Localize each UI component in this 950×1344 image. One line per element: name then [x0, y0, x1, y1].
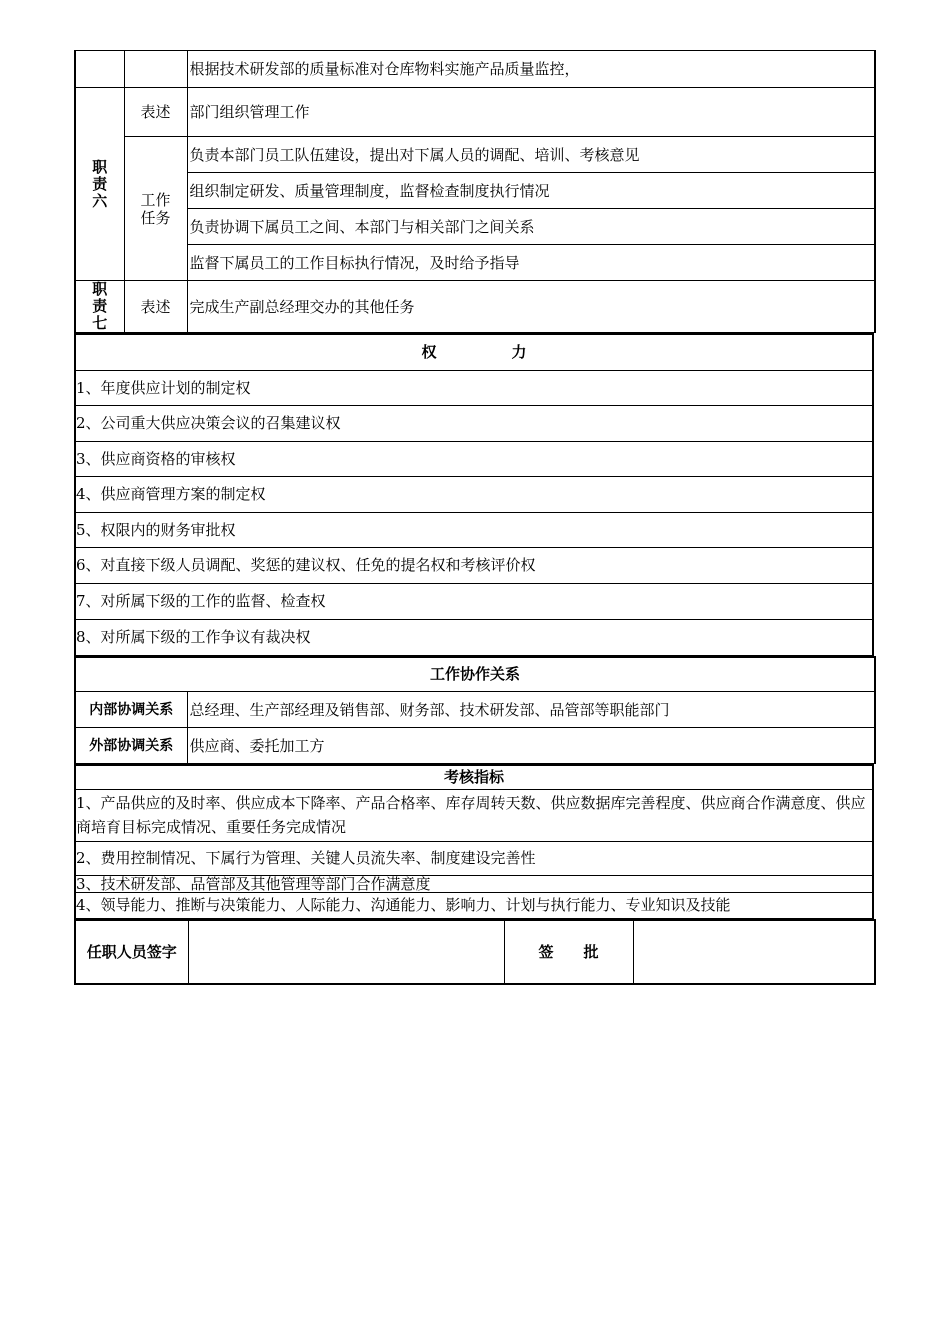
kpi-item: 2、费用控制情况、下属行为管理、关键人员流失率、制度建设完善性 — [75, 841, 873, 875]
powers-title: 权 力 — [75, 334, 873, 370]
duty-continued-text: 根据技术研发部的质量标准对仓库物料实施产品质量监控， — [187, 51, 875, 88]
cooperation-title: 工作协作关系 — [75, 657, 875, 692]
duty6-task-item: 负责协调下属员工之间、本部门与相关部门之间关系 — [187, 209, 875, 245]
approval-field[interactable] — [633, 920, 875, 984]
kpi-item: 3、技术研发部、品管部及其他管理等部门合作满意度 — [75, 875, 873, 892]
kpi-item: 1、产品供应的及时率、供应成本下降率、产品合格率、库存周转天数、供应数据库完善程度、供应商合作满意度、供应商培育目标完成情况、重要任务完成情况 — [75, 789, 873, 841]
power-item: 7、对所属下级的工作的监督、检查权 — [75, 583, 873, 619]
external-coordination-text: 供应商、委托加工方 — [187, 728, 875, 764]
job-description-sheet — [74, 50, 874, 985]
signature-label: 任职人员签字 — [75, 920, 188, 984]
duty7-label: 职 责 七 — [75, 281, 124, 333]
power-item: 5、权限内的财务审批权 — [75, 512, 873, 547]
power-item: 4、供应商管理方案的制定权 — [75, 476, 873, 512]
duty6-task-item: 负责本部门员工队伍建设，提出对下属人员的调配、培训、考核意见 — [187, 137, 875, 173]
duty-label-cell-empty — [75, 51, 124, 88]
duty7-desc-text: 完成生产副总经理交办的其他任务 — [187, 281, 875, 333]
power-item: 1、年度供应计划的制定权 — [75, 370, 873, 405]
internal-coordination-text: 总经理、生产部经理及销售部、财务部、技术研发部、品管部等职能部门 — [187, 692, 875, 728]
duty6-desc-text: 部门组织管理工作 — [187, 88, 875, 137]
duty6-task-item: 监督下属员工的工作目标执行情况，及时给予指导 — [187, 245, 875, 281]
duty-sub-cell-empty — [124, 51, 187, 88]
kpi-table — [74, 764, 874, 919]
external-coordination-label: 外部协调关系 — [75, 728, 187, 764]
signature-table — [74, 919, 876, 985]
duty7-desc-label: 表述 — [124, 281, 187, 333]
power-item: 2、公司重大供应决策会议的召集建议权 — [75, 405, 873, 441]
duties-table — [74, 50, 876, 333]
power-item: 6、对直接下级人员调配、奖惩的建议权、任免的提名权和考核评价权 — [75, 547, 873, 583]
approval-label: 签 批 — [504, 920, 633, 984]
powers-table — [74, 333, 874, 656]
duty6-desc-label: 表述 — [124, 88, 187, 137]
power-item: 3、供应商资格的审核权 — [75, 441, 873, 476]
duty6-task-label: 工作 任务 — [124, 137, 187, 281]
kpi-item: 4、领导能力、推断与决策能力、人际能力、沟通能力、影响力、计划与执行能力、专业知识及技能 — [75, 892, 873, 918]
kpi-title: 考核指标 — [75, 765, 873, 789]
signature-field[interactable] — [188, 920, 504, 984]
duty6-label: 职 责 六 — [75, 88, 124, 281]
internal-coordination-label: 内部协调关系 — [75, 692, 187, 728]
duty6-task-item: 组织制定研发、质量管理制度，监督检查制度执行情况 — [187, 173, 875, 209]
power-item: 8、对所属下级的工作争议有裁决权 — [75, 619, 873, 655]
cooperation-table — [74, 656, 876, 765]
